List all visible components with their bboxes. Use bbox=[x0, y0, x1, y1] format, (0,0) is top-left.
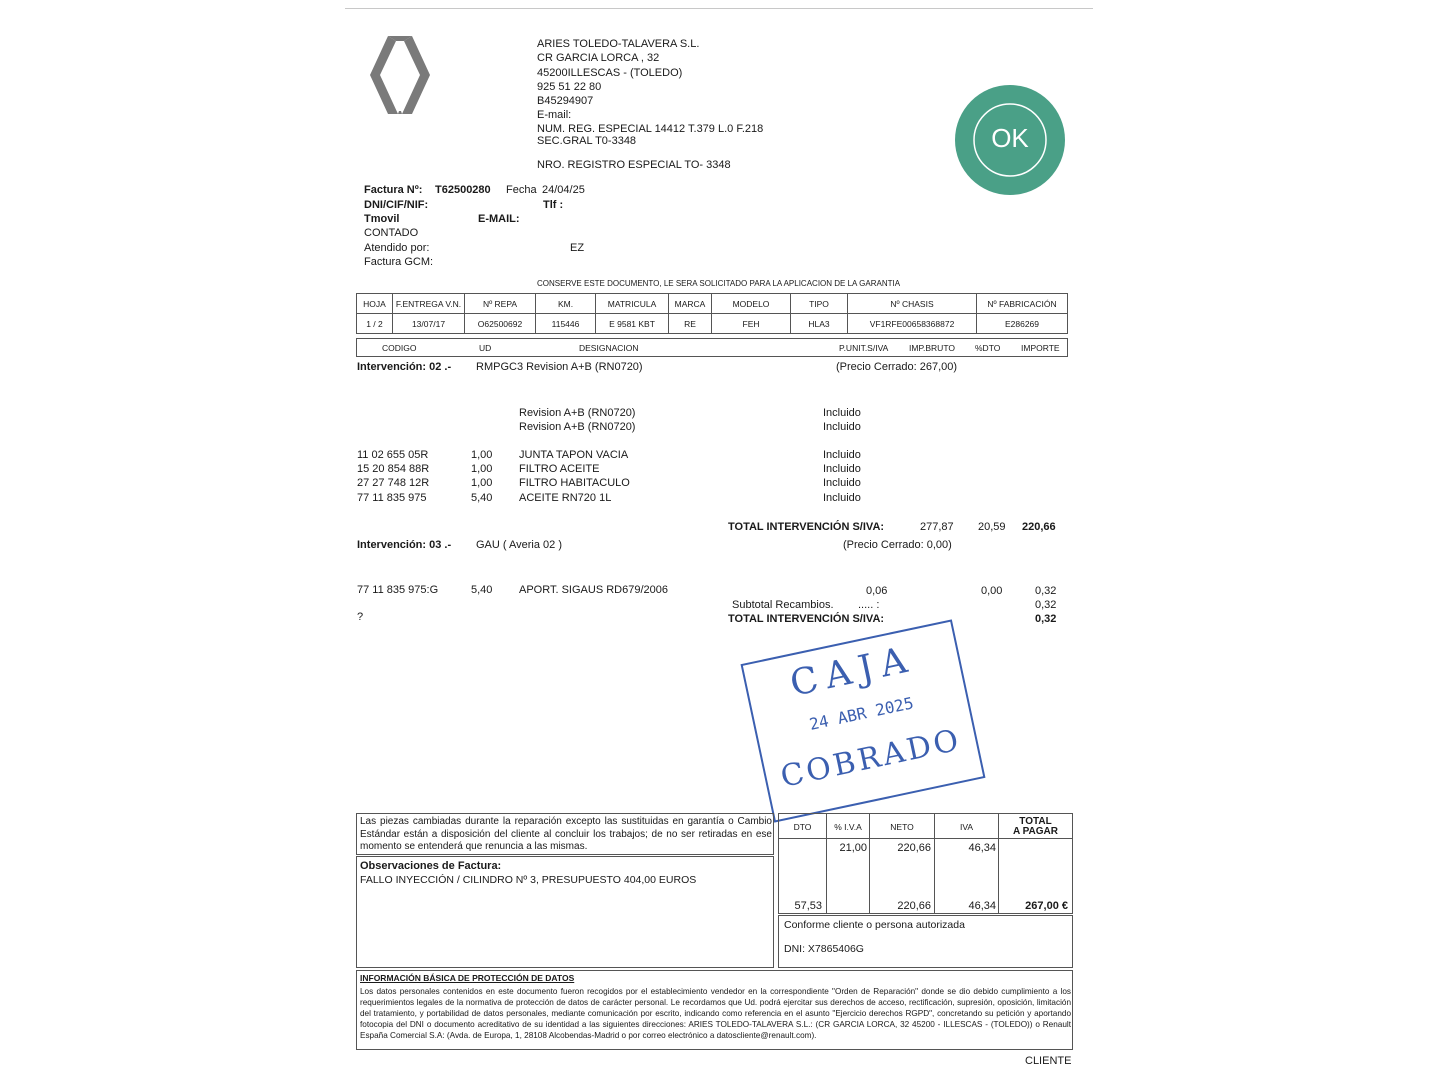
part-punit: 0,06 bbox=[866, 585, 888, 597]
vehicle-header-cell: TIPO bbox=[791, 294, 848, 314]
company-address: CR GARCIA LORCA , 32 bbox=[537, 52, 660, 64]
observaciones-box bbox=[356, 856, 774, 968]
part-status: Incluido bbox=[823, 463, 861, 475]
part-status: Incluido bbox=[823, 449, 861, 461]
totals-header-neto: NETO bbox=[890, 822, 914, 832]
company-name: ARIES TOLEDO-TALAVERA S.L. bbox=[537, 38, 700, 50]
question-mark: ? bbox=[357, 611, 364, 623]
company-sec: SEC.GRAL T0-3348 bbox=[537, 135, 637, 147]
subtotal-dots: ..... : bbox=[858, 599, 880, 611]
vehicle-header-cell: Nº CHASIS bbox=[848, 294, 977, 314]
importe-header: IMPORTE bbox=[1021, 343, 1060, 353]
observaciones-text: FALLO INYECCIÓN / CILINDRO Nº 3, PRESUPUESTO 404,00 EUROS bbox=[360, 874, 697, 886]
dto-header: %DTO bbox=[975, 343, 1001, 353]
int02-rev2-status: Incluido bbox=[823, 421, 861, 433]
part-qty: 1,00 bbox=[471, 449, 493, 461]
int03-label: Intervención: 03 .- bbox=[357, 539, 452, 551]
vehicle-header-cell: Nº REPA bbox=[465, 294, 536, 314]
part-desc: FILTRO ACEITE bbox=[519, 463, 600, 475]
totals-iva-pct: 21,00 bbox=[839, 842, 867, 854]
impbruto-header: IMP.BRUTO bbox=[909, 343, 955, 353]
vehicle-header-cell: KM. bbox=[536, 294, 596, 314]
int02-precio: (Precio Cerrado: 267,00) bbox=[836, 361, 958, 373]
part-qty: 5,40 bbox=[471, 584, 493, 596]
vehicle-value-cell: 13/07/17 bbox=[393, 314, 465, 334]
fecha-label: Fecha bbox=[506, 184, 537, 196]
renault-logo-icon bbox=[368, 34, 432, 116]
part-importe: 0,32 bbox=[1035, 585, 1057, 597]
conforme-label: Conforme cliente o persona autorizada bbox=[784, 919, 965, 931]
int03-total: 0,32 bbox=[1035, 613, 1057, 625]
vehicle-header-row bbox=[357, 294, 1068, 314]
vehicle-value-cell: E 9581 KBT bbox=[596, 314, 669, 334]
part-status: Incluido bbox=[823, 477, 861, 489]
dni-value: DNI: X7865406G bbox=[784, 943, 864, 955]
company-registry: NUM. REG. ESPECIAL 14412 T.379 L.0 F.218 bbox=[537, 123, 764, 135]
part-qty: 1,00 bbox=[471, 463, 493, 475]
totals-neto-2: 220,66 bbox=[897, 900, 931, 912]
stamp-cobrado: COBRADO bbox=[777, 722, 965, 795]
int03-desc: GAU ( Averia 02 ) bbox=[476, 539, 562, 551]
part-desc: JUNTA TAPON VACIA bbox=[519, 449, 629, 461]
lopd-box bbox=[356, 970, 1073, 1050]
vehicle-value-cell: FEH bbox=[712, 314, 791, 334]
int02-total-label: TOTAL INTERVENCIÓN S/IVA: bbox=[728, 521, 885, 533]
part-dto: 0,00 bbox=[981, 585, 1003, 597]
fecha-value: 24/04/25 bbox=[542, 184, 585, 196]
totals-box bbox=[778, 813, 1073, 914]
vehicle-header-cell: MATRICULA bbox=[596, 294, 669, 314]
vehicle-value-row bbox=[357, 314, 1068, 334]
int03-precio: (Precio Cerrado: 0,00) bbox=[843, 539, 952, 551]
subtotal-label: Subtotal Recambios. bbox=[732, 599, 834, 611]
vehicle-value-cell: 115446 bbox=[536, 314, 596, 334]
designacion-header: DESIGNACION bbox=[579, 343, 639, 353]
vehicle-value-cell: E286269 bbox=[977, 314, 1068, 334]
totals-header-dto: DTO bbox=[793, 822, 812, 832]
factura-number: T62500280 bbox=[435, 184, 491, 196]
gcm-label: Factura GCM: bbox=[364, 256, 434, 268]
int02-desc: RMPGC3 Revision A+B (RN0720) bbox=[476, 361, 643, 373]
total-a-pagar: 267,00 € bbox=[1025, 900, 1068, 912]
company-city: 45200ILLESCAS - (TOLEDO) bbox=[537, 67, 683, 79]
piezas-box bbox=[356, 813, 774, 855]
totals-iva-1: 46,34 bbox=[968, 842, 996, 854]
factura-label: Factura Nº: bbox=[364, 184, 423, 196]
part-code: 11 02 655 05R bbox=[357, 449, 429, 461]
vehicle-header-cell: MODELO bbox=[712, 294, 791, 314]
int02-rev1-status: Incluido bbox=[823, 407, 861, 419]
tlf-label: Tlf : bbox=[543, 199, 564, 211]
codigo-header: CODIGO bbox=[382, 343, 417, 353]
totals-neto-1: 220,66 bbox=[897, 842, 931, 854]
part-desc: APORT. SIGAUS RD679/2006 bbox=[519, 584, 668, 596]
totals-iva-2: 46,34 bbox=[968, 900, 996, 912]
vehicle-header-cell: Nº FABRICACIÓN bbox=[977, 294, 1068, 314]
vehicle-value-cell: 1 / 2 bbox=[357, 314, 393, 334]
part-qty: 1,00 bbox=[471, 477, 493, 489]
piezas-text: Las piezas cambiadas durante la reparación excepto las sustituidas en garantía o Cambio Estándar están a disposición del cliente al concluir los trabajos; de no ser retiradas en ese momento se entenderá que renuncia a las mismas. bbox=[360, 816, 772, 852]
cliente-label: CLIENTE bbox=[1025, 1055, 1072, 1067]
conserve-notice: CONSERVE ESTE DOCUMENTO, LE SERA SOLICITADO PARA LA APLICACION DE LA GARANTIA bbox=[537, 279, 901, 288]
int02-rev1: Revision A+B (RN0720) bbox=[519, 407, 636, 419]
lines-header bbox=[356, 338, 1068, 357]
part-code: 27 27 748 12R bbox=[357, 477, 430, 489]
subtotal-value: 0,32 bbox=[1035, 599, 1057, 611]
part-code: 15 20 854 88R bbox=[357, 463, 430, 475]
vehicle-header-cell: MARCA bbox=[669, 294, 712, 314]
atendido-label: Atendido por: bbox=[364, 242, 430, 254]
company-cif: B45294907 bbox=[537, 95, 594, 107]
caja-cobrado-stamp bbox=[741, 619, 986, 822]
company-email-label: E-mail: bbox=[537, 109, 572, 121]
vehicle-value-cell: HLA3 bbox=[791, 314, 848, 334]
vehicle-value-cell: VF1RFE00658368872 bbox=[848, 314, 977, 334]
totals-header-iva: IVA bbox=[959, 822, 974, 832]
totals-header-total-1: TOTAL bbox=[1019, 816, 1052, 827]
part-code: 77 11 835 975 bbox=[357, 492, 427, 504]
int02-rev2: Revision A+B (RN0720) bbox=[519, 421, 636, 433]
top-rule bbox=[345, 8, 1093, 9]
part-qty: 5,40 bbox=[471, 492, 493, 504]
company-phone: 925 51 22 80 bbox=[537, 81, 602, 93]
part-code: 77 11 835 975:G bbox=[357, 584, 439, 596]
int03-total-label: TOTAL INTERVENCIÓN S/IVA: bbox=[728, 613, 885, 625]
conforme-box bbox=[778, 915, 1073, 968]
company-nro-registro: NRO. REGISTRO ESPECIAL TO- 3348 bbox=[537, 159, 731, 171]
vehicle-table bbox=[356, 293, 1068, 334]
email-label: E-MAIL: bbox=[478, 213, 520, 225]
part-desc: FILTRO HABITACULO bbox=[519, 477, 630, 489]
part-desc: ACEITE RN720 1L bbox=[519, 492, 612, 504]
vehicle-value-cell: RE bbox=[669, 314, 712, 334]
lopd-title: INFORMACIÓN BÁSICA DE PROTECCIÓN DE DATOS bbox=[360, 973, 575, 983]
int02-total: 220,66 bbox=[1022, 521, 1056, 533]
totals-header-total-2: A PAGAR bbox=[1013, 826, 1058, 837]
stamp-caja: CAJA bbox=[786, 638, 919, 705]
lopd-text: Los datos personales contenidos en este documento fueron recogidos por el establecimiento vendedor en la correspondiente "Orden de Reparación" donde se dio debido cumplimiento a los requerimientos legales de la normativa de protección de datos de carácter personal. Le recordamos que Ud. podrá ejercitar sus derechos de acceso, rectificación, supresión, oposición, limitación del tratamiento, y portabilidad de datos personales, mediante comunicación por escrito, indicando como referencia en el asunto "Ejercicio derechos RGPD", concretando su petición y aportando fotocopia del DNI o documento acreditativo de su identidad a las siguientes direcciones: ARIES TOLEDO-TALAVERA S.L.: (CR GARCIA LORCA, 32 45200 - ILLESCAS - (TOLEDO)) o Renault España Comercial S.A: (Avda. de Europa, 1, 28108 Alcobendas-Madrid o por correo electrónico a datoscliente@renault.com). bbox=[360, 987, 1071, 1040]
int02-total-bruto: 277,87 bbox=[920, 521, 954, 533]
totals-header-iva-pct: % I.V.A bbox=[834, 822, 862, 832]
quality-seal bbox=[955, 85, 1065, 195]
ud-header: UD bbox=[479, 343, 492, 353]
int02-label: Intervención: 02 .- bbox=[357, 361, 452, 373]
seal-ok-text: OK bbox=[991, 123, 1029, 153]
int02-total-dto: 20,59 bbox=[978, 521, 1006, 533]
stamp-date: 24 ABR 2025 bbox=[807, 693, 916, 734]
vehicle-header-cell: HOJA bbox=[357, 294, 393, 314]
part-status: Incluido bbox=[823, 492, 861, 504]
observaciones-label: Observaciones de Factura: bbox=[360, 860, 502, 872]
dni-label: DNI/CIF/NIF: bbox=[364, 199, 429, 211]
atendido-value: EZ bbox=[570, 242, 585, 254]
vehicle-header-cell: F.ENTREGA V.N. bbox=[393, 294, 465, 314]
totals-dto: 57,53 bbox=[794, 900, 822, 912]
punit-header: P.UNIT.S/IVA bbox=[839, 343, 889, 353]
payment-method: CONTADO bbox=[364, 227, 419, 239]
vehicle-value-cell: O62500692 bbox=[465, 314, 536, 334]
tmovil-label: Tmovil bbox=[364, 213, 400, 225]
